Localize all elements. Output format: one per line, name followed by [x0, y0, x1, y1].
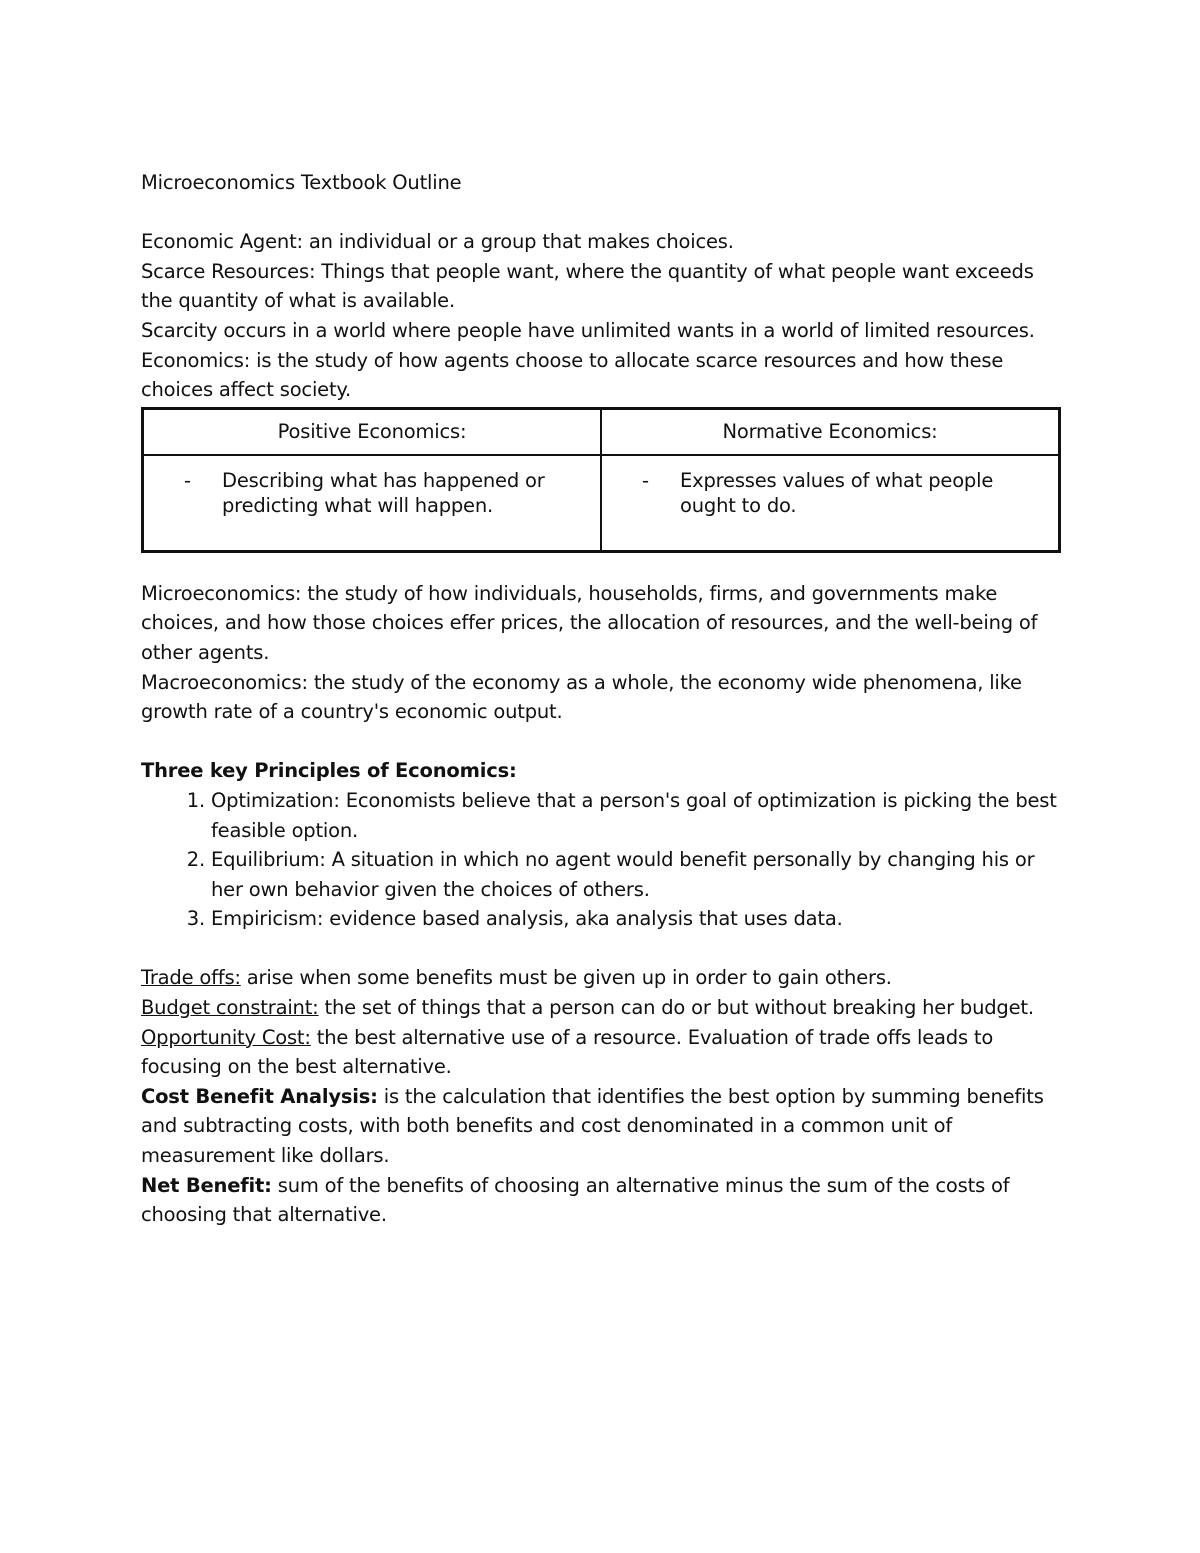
cell-text: Expresses values of what people ought to do.: [680, 468, 994, 517]
definition-trade-offs: [141, 963, 1061, 993]
list-item: [642, 468, 1048, 518]
definition-budget-constraint: [141, 993, 1061, 1023]
definition-text: is the calculation that identifies the best option by summing benefits and subtracting costs, with both benefits and cost denominated in a common unit of measurement like dollars.: [141, 1084, 1044, 1168]
dash-bullet: -: [642, 468, 649, 492]
term-label: Cost Benefit Analysis:: [141, 1084, 378, 1108]
definition-text: evidence based analysis, aka analysis that uses data.: [323, 907, 843, 931]
definition-text: sum of the benefits of choosing an alternative minus the sum of the costs of choosing that alternative.: [141, 1173, 1010, 1227]
list-item: [211, 786, 1061, 845]
economics-comparison-table: [141, 407, 1061, 553]
table-row: [143, 455, 1060, 552]
definition-text: the study of how individuals, households, firms, and governments make choices, and how those choices effer prices, the allocation of resources, and the well-being of other agents.: [141, 581, 1038, 664]
term-label: Macroeconomics:: [141, 670, 308, 694]
table-header-row: [143, 408, 1060, 455]
dash-bullet: -: [184, 468, 191, 492]
header-positive-economics: Positive Economics:: [143, 408, 602, 455]
definition-text: the best alternative use of a resource. Evaluation of trade offs leads to focusing on the best alternative.: [141, 1025, 994, 1079]
term-label: Net Benefit:: [141, 1173, 272, 1197]
definition-scarce-resources: [141, 257, 1061, 316]
term-label: Economics:: [141, 348, 251, 372]
definition-text: the set of things that a person can do or but without breaking her budget.: [318, 996, 1034, 1020]
term-label: Opportunity Cost:: [141, 1025, 311, 1049]
cell-normative-economics: [601, 455, 1060, 552]
definition-text: the study of the economy as a whole, the economy wide phenomena, like growth rate of a country's economic output.: [141, 670, 1022, 724]
spacer: [141, 553, 1061, 579]
definition-text: Economists believe that a person's goal of optimization is picking the best feasible option.: [211, 788, 1057, 842]
term-label: Optimization:: [211, 788, 340, 812]
term-label: Budget constraint:: [141, 996, 319, 1020]
cell-text: Describing what has happened or predicting what will happen.: [222, 468, 545, 517]
term-label: Empiricism:: [211, 907, 324, 931]
spacer: [141, 934, 1061, 964]
principles-heading: Three key Principles of Economics:: [141, 759, 517, 783]
term-label: Scarce Resources:: [141, 259, 316, 283]
definition-text: is the study of how agents choose to allocate scarce resources and how these choices affect society.: [141, 348, 1004, 402]
term-label: Equilibrium:: [211, 848, 326, 872]
scarcity-paragraph: Scarcity occurs in a world where people have unlimited wants in a world of limited resources.: [141, 318, 1035, 342]
definition-cost-benefit-analysis: [141, 1082, 1061, 1171]
definition-microeconomics: [141, 579, 1061, 668]
document-title: Microeconomics Textbook Outline: [141, 171, 462, 194]
term-label: Microeconomics:: [141, 581, 302, 605]
cell-positive-economics: [143, 455, 602, 552]
spacer: [141, 198, 1061, 228]
definition-text: Things that people want, where the quantity of what people want exceeds the quantity of what is available.: [141, 259, 1034, 313]
definition-opportunity-cost: [141, 1023, 1061, 1082]
document-body: [141, 168, 1061, 1230]
definition-text: A situation in which no agent would benefit personally by changing his or her own behavior given the choices of others.: [211, 848, 1035, 901]
list-item: [211, 845, 1061, 904]
list-item: [184, 468, 590, 518]
definition-text: arise when some benefits must be given up in order to gain others.: [240, 966, 892, 990]
term-label: Trade offs:: [141, 966, 241, 990]
list-item: [211, 904, 1061, 934]
definition-macroeconomics: [141, 668, 1061, 727]
principles-list: [141, 786, 1061, 934]
spacer: [141, 727, 1061, 757]
definition-net-benefit: [141, 1171, 1061, 1230]
definition-text: an individual or a group that makes choices.: [302, 230, 734, 254]
header-normative-economics: Normative Economics:: [601, 408, 1060, 455]
definition-economic-agent: [141, 227, 1061, 257]
term-label: Economic Agent:: [141, 230, 303, 254]
definition-economics: [141, 346, 1061, 405]
